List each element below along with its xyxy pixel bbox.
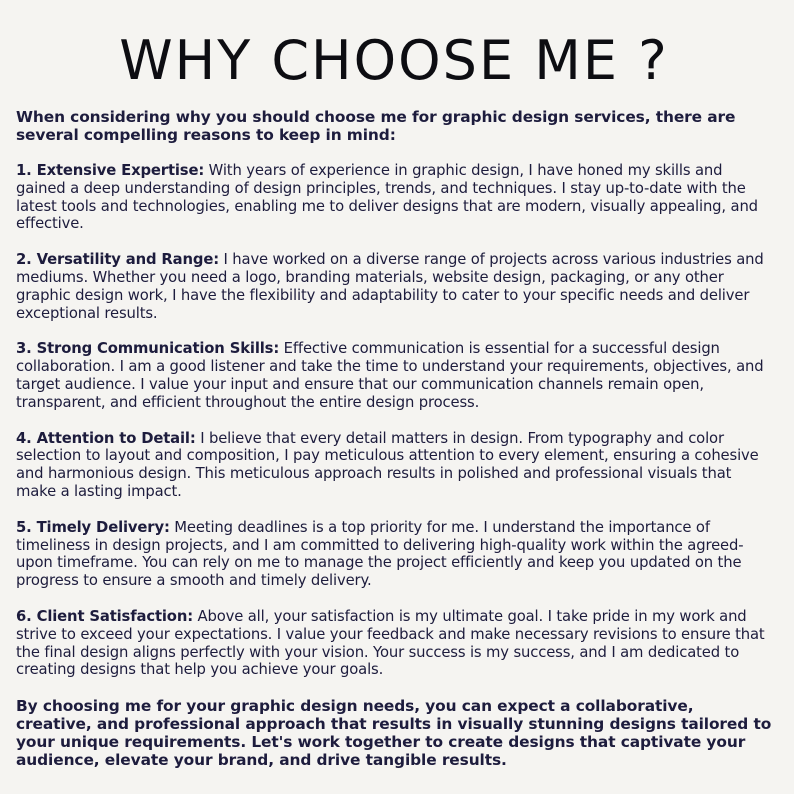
point-attention-to-detail bbox=[16, 430, 772, 501]
point-lead: 2. Versatility and Range: bbox=[16, 251, 219, 269]
point-client-satisfaction bbox=[16, 608, 772, 679]
intro-paragraph: When considering why you should choose me for graphic design services, there are several compelling reasons to keep in mind: bbox=[16, 108, 736, 144]
page-title: WHY CHOOSE ME ? bbox=[119, 29, 669, 92]
point-lead: 6. Client Satisfaction: bbox=[16, 607, 193, 625]
point-communication bbox=[16, 340, 772, 411]
point-expertise bbox=[16, 162, 772, 233]
point-lead: 5. Timely Delivery: bbox=[16, 518, 170, 536]
point-text: Meeting deadlines is a top priority for me. I understand the importance of timeliness in design projects, and I am committed to delivering high-quality work within the agreed-upon timeframe. You can rely on me to manage the project efficiently and keep you updated on the progress to ensure a smooth and timely delivery. bbox=[16, 518, 744, 590]
point-lead: 4. Attention to Detail: bbox=[16, 429, 196, 447]
point-versatility bbox=[16, 251, 772, 322]
point-text: Effective communication is essential for a successful design collaboration. I am a good listener and take the time to understand your requirements, objectives, and target audience. I value your input and ensure that our communication channels remain open, transparent, and efficient throughout the entire design process. bbox=[16, 340, 764, 411]
point-lead: 1. Extensive Expertise: bbox=[16, 162, 205, 179]
point-text: I have worked on a diverse range of projects across various industries and mediums. Whether you need a logo, branding materials, website design, packaging, or any other graphic design work, I have the flexibility and adaptability to cater to your specific needs and deliver exceptional results. bbox=[16, 251, 764, 322]
closing-paragraph: By choosing me for your graphic design needs, you can expect a collaborative, creative, and professional approach that results in visually stunning designs tailored to your unique requirements. Let's work together to create designs that captivate your audience, elevate your brand, and drive tangible results. bbox=[16, 697, 772, 770]
point-timely-delivery bbox=[16, 519, 772, 590]
point-text: I believe that every detail matters in design. From typography and color selection to layout and composition, I pay meticulous attention to every element, ensuring a cohesive and harmonious design. This meticulous approach results in polished and professional visuals that make a lasting impact. bbox=[16, 429, 759, 500]
point-text: Above all, your satisfaction is my ultimate goal. I take pride in my work and strive to exceed your expectations. I value your feedback and make necessary revisions to ensure that the final design aligns perfectly with your vision. Your success is my success, and I am dedicated to creating designs that help you achieve your goals. bbox=[16, 607, 765, 679]
point-lead: 3. Strong Communication Skills: bbox=[16, 340, 280, 358]
point-text: With years of experience in graphic design, I have honed my skills and gained a deep understanding of design principles, trends, and techniques. I stay up-to-date with the latest tools and technologies, enabling me to deliver designs that are modern, visually appealing, and effective. bbox=[16, 162, 758, 233]
